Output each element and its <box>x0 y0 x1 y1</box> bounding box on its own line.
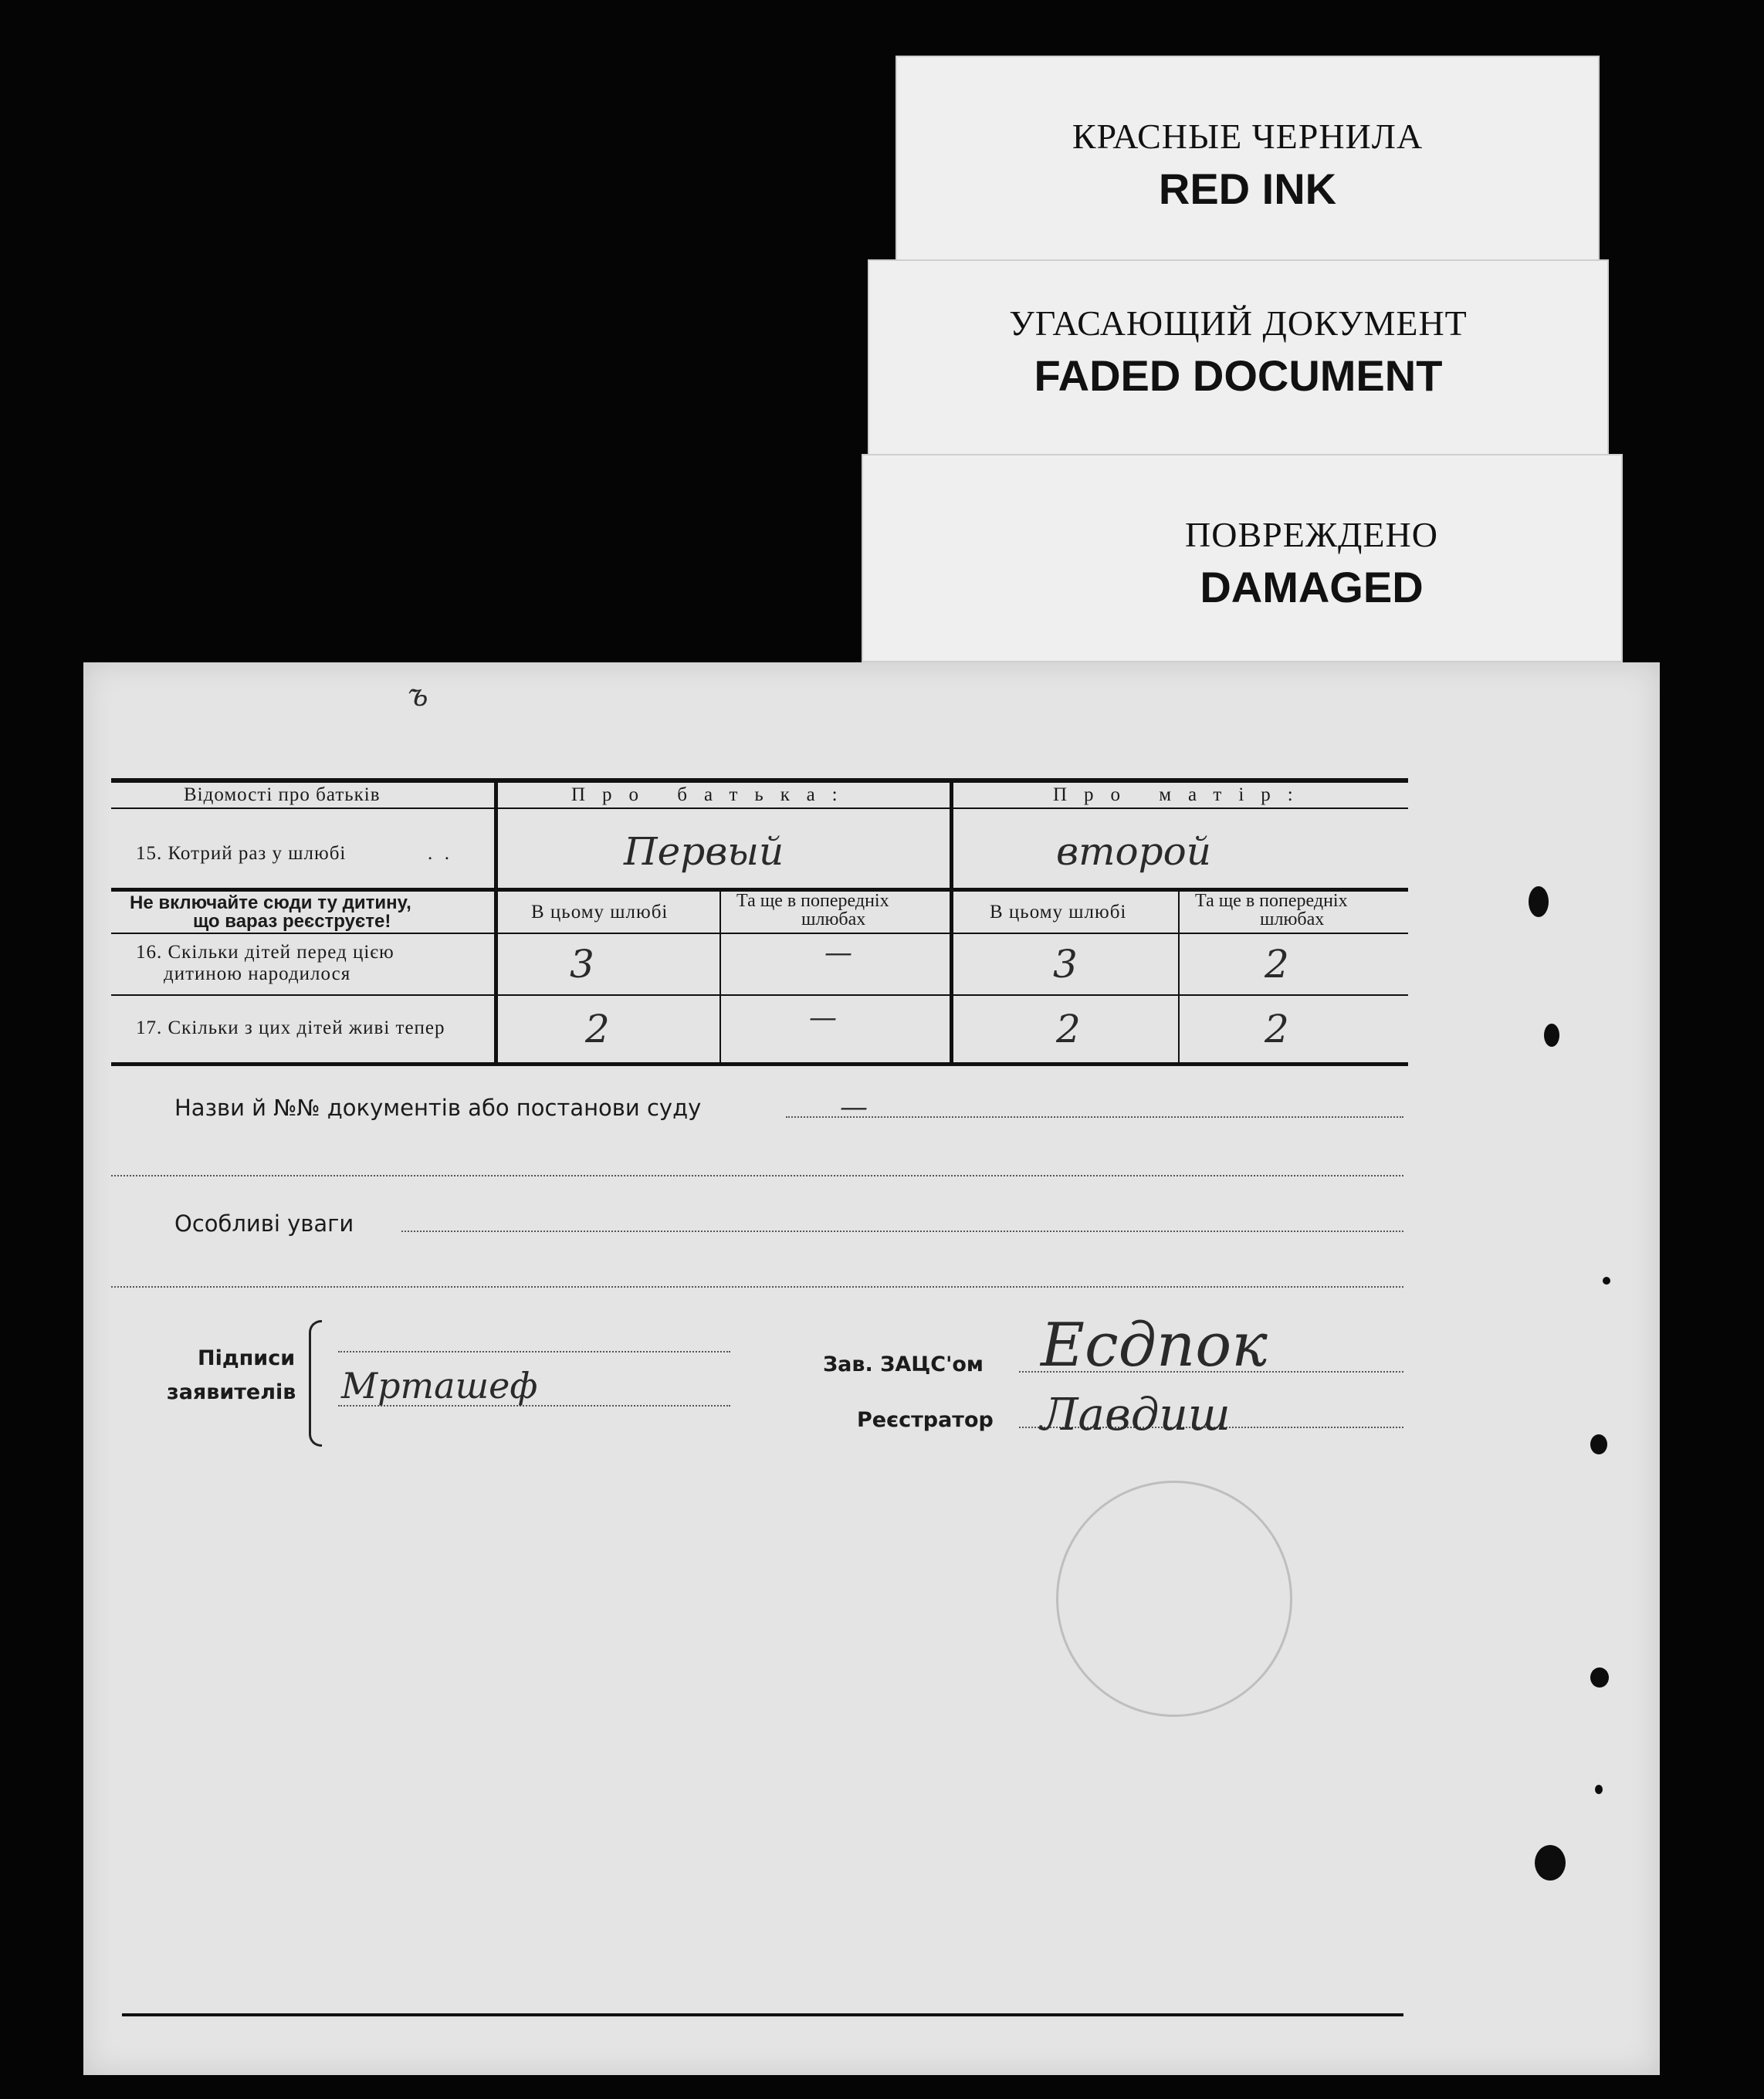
documents-value: — <box>840 1092 868 1123</box>
label-en-text: FADED DOCUMENT <box>1034 351 1443 400</box>
binding-hole <box>1595 1785 1603 1794</box>
row17-label: 17. Скільки з цих дітей живі тепер <box>136 1017 445 1038</box>
label-en-text: RED INK <box>1158 164 1337 213</box>
row15-mother-value: второй <box>1056 829 1211 874</box>
head-label: Зав. ЗАЦС'ом <box>823 1353 984 1376</box>
subheader-previous-mother-2: шлюбах <box>1260 909 1325 929</box>
applicant-signature: Мрташеф <box>341 1365 538 1407</box>
row16-value: 3 <box>1053 942 1078 987</box>
row16-value: 2 <box>1265 942 1289 987</box>
form-sheet <box>83 662 1660 2075</box>
binding-hole <box>1603 1277 1610 1285</box>
binding-hole <box>1535 1845 1566 1881</box>
documents-label: Назви й №№ документів або постанови суду <box>174 1095 702 1121</box>
applicants-brace <box>309 1320 322 1447</box>
label-en-text: DAMAGED <box>1200 563 1424 611</box>
table-col-rule <box>719 891 721 1064</box>
documents-dotted-line <box>786 1116 1403 1118</box>
notes-dotted-line-2 <box>111 1286 1403 1288</box>
note-line-2: що вараз реєструєте! <box>193 911 391 932</box>
table-col-rule <box>1178 891 1180 1064</box>
table-col-rule <box>950 781 953 1064</box>
note-line-1: Не включайте сюди ту дитину, <box>130 892 411 913</box>
label-card-damaged <box>862 454 1623 662</box>
header-father: Про батька: <box>571 784 855 805</box>
row17-value: 2 <box>1056 1007 1081 1051</box>
binding-hole <box>1529 886 1549 917</box>
binding-hole <box>1544 1024 1559 1047</box>
row15-label: 15. Котрий раз у шлюбі <box>136 843 347 864</box>
head-signature: Есдпок <box>1041 1311 1268 1380</box>
applicant-signature-line-1 <box>338 1351 730 1353</box>
applicants-label-1: Підписи <box>198 1346 296 1370</box>
subheader-previous-father-2: шлюбах <box>801 909 866 929</box>
row16-value: — <box>824 937 852 969</box>
notes-label: Особливі уваги <box>174 1210 354 1237</box>
binding-hole <box>1590 1434 1607 1454</box>
row15-father-value: Первый <box>624 829 784 874</box>
row16-label-1: 16. Скільки дітей перед цією <box>136 942 394 963</box>
registrar-label: Реєстратор <box>857 1408 994 1432</box>
subheader-this-marriage: В цьому шлюбі <box>990 902 1127 923</box>
documents-dotted-line-2 <box>111 1175 1403 1176</box>
table-top-rule <box>111 778 1408 783</box>
label-ru-text: УГАСАЮЩИЙ ДОКУМЕНТ <box>1009 303 1468 343</box>
applicants-label-2: заявителів <box>167 1380 296 1404</box>
table-col-rule <box>494 781 498 1064</box>
faded-stamp <box>1056 1481 1292 1717</box>
row15-dots: . . <box>428 843 450 864</box>
row17-value: — <box>809 1002 837 1034</box>
header-parents-info: Відомості про батьків <box>184 784 381 805</box>
corner-mark: ъ <box>408 678 428 713</box>
row17-value: 2 <box>1265 1007 1289 1051</box>
subheader-this-marriage: В цьому шлюбі <box>531 902 669 923</box>
bottom-rule <box>122 2013 1403 2016</box>
notes-dotted-line <box>401 1231 1403 1232</box>
binding-hole <box>1590 1667 1609 1688</box>
table-bottom-rule <box>111 1062 1408 1066</box>
row16-label-2: дитиною народилося <box>164 963 351 984</box>
table-rule <box>111 994 1408 996</box>
label-card-faded-document <box>868 259 1609 462</box>
registrar-signature: Лавдиш <box>1041 1388 1231 1441</box>
row16-value: 3 <box>570 942 594 987</box>
label-card-red-ink <box>896 56 1600 264</box>
row17-value: 2 <box>585 1007 610 1051</box>
header-mother: Про матір: <box>1053 784 1310 805</box>
label-ru-text: ПОВРЕЖДЕНО <box>1185 515 1438 554</box>
subheader-previous-father-1: Та ще в попередніх <box>736 891 889 911</box>
table-rule <box>111 933 1408 934</box>
subheader-previous-mother-1: Та ще в попередніх <box>1195 891 1348 911</box>
label-ru-text: КРАСНЫЕ ЧЕРНИЛА <box>1072 117 1424 156</box>
table-rule <box>111 807 1408 809</box>
